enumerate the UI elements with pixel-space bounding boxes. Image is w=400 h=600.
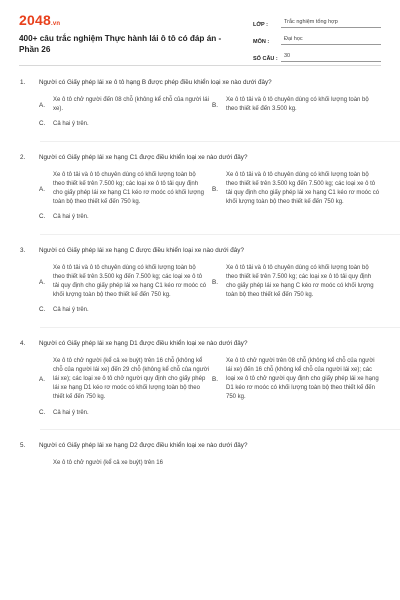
- option-a[interactable]: [39, 357, 209, 403]
- question-item: [0, 78, 400, 142]
- option-text: Xe ô tô tải và ô tô chuyên dùng có khối lượng toàn bộ theo thiết kế trên 3.500 kg đến 7.500 kg; các loại xe ô tô tải quy định cho giấy phép lái xe hạng C1 kéo rơ moóc có khối lượng toàn bộ theo thiết kế đến 750 kg.: [226, 171, 380, 206]
- option-text: Xe ô tô tải và ô tô chuyên dùng có khối lượng toàn bộ theo thiết kế đến 3.500 kg.: [226, 97, 369, 113]
- meta-value: Đại học: [281, 36, 381, 45]
- meta-value: 30: [281, 53, 381, 62]
- meta-label: SỐ CÂU :: [253, 56, 278, 62]
- option-b[interactable]: [212, 171, 382, 208]
- option-text: Xe ô tô tải và ô tô chuyên dùng có khối lượng toàn bộ theo thiết kế trên 7.500 kg; các loại xe ô tô tải quy định cho giấy phép lái xe hạng C1 kéo rơ moóc có khối lượng toàn bộ theo thiết kế đến 750 kg.: [53, 171, 204, 206]
- option-text: Xe ô tô tải và ô tô chuyên dùng có khối lượng toàn bộ theo thiết kế trên 7.500 kg; các loại xe ô tô tải quy định cho giấy phép lái xe hạng C kéo rơ moóc có khối lượng toàn bộ theo thiết kế đến 750 kg.: [226, 264, 374, 299]
- option-letter: B.: [212, 278, 218, 286]
- option-text: Xe ô tô chở người đến 08 chỗ (không kể chỗ của người lái xe).: [53, 97, 209, 113]
- question-item: [0, 441, 400, 468]
- question-number: 1.: [20, 79, 26, 86]
- question-divider: [40, 141, 400, 142]
- question-text: Người có Giấy phép lái xe ô tô hạng B được phép điều khiển loại xe nào dưới đây?: [39, 79, 272, 86]
- option-letter: C.: [39, 120, 46, 128]
- option-text: Cả hai ý trên.: [53, 409, 89, 416]
- option-a[interactable]: [39, 96, 209, 114]
- question-text: Người có Giấy phép lái xe hạng C được điều khiển loại xe nào dưới đây?: [39, 246, 244, 254]
- question-item: [0, 246, 400, 328]
- meta-label: LỚP :: [253, 22, 268, 28]
- option-c[interactable]: [20, 213, 382, 222]
- option-letter: C.: [39, 408, 46, 416]
- document-title: 400+ câu trắc nghiệm Thực hành lái ô tô có đáp án - Phần 26: [19, 34, 222, 54]
- question-number: 2.: [20, 153, 26, 161]
- option-text: Xe ô tô chở người (kể cả xe buýt) trên 16 chỗ (không kể chỗ của người lái xe) đến 29 chỗ (không kể chỗ của người lái xe); các loại xe ô tô chở người quy định cho giấy phép lái xe hạng D1 kéo rơ moóc có khối lượng toàn bộ theo thiết kế đến 750 kg.: [53, 357, 209, 401]
- question-number: 4.: [20, 339, 26, 347]
- option-text: Xe ô tô chở người trên 08 chỗ (không kể chỗ của người lái xe) đến 16 chỗ (không kể chỗ của người lái xe); các loại xe ô tô chở người quy định cho giấy phép lái xe hạng D1 kéo rơ moóc có khối lượng toàn bộ theo thiết kế đến 750 kg.: [226, 357, 379, 401]
- header-divider: [19, 65, 381, 66]
- option-letter: A.: [39, 185, 45, 193]
- meta-value: Trắc nghiệm tổng hợp: [281, 19, 381, 28]
- question-number: 5.: [20, 441, 26, 449]
- question-divider: [40, 429, 400, 430]
- meta-row-count: [253, 48, 381, 62]
- option-text: Xe ô tô tải và ô tô chuyên dùng có khối lượng toàn bộ theo thiết kế trên 3.500 kg đến 7.500 kg; các loại xe ô tô tải quy định cho giấy phép lái xe hạng C1 kéo rơ moóc có khối lượng toàn bộ theo thiết kế đến 750 kg.: [53, 264, 207, 299]
- question-divider: [40, 327, 400, 328]
- question-list: [0, 78, 400, 468]
- meta-label: MÔN :: [253, 39, 270, 45]
- option-letter: C.: [39, 213, 46, 221]
- meta-row-subject: [253, 31, 381, 45]
- option-text: Cả hai ý trên.: [53, 121, 89, 128]
- option-b[interactable]: [212, 357, 382, 403]
- option-b[interactable]: [212, 96, 382, 114]
- question-number: 3.: [20, 246, 26, 254]
- option-a[interactable]: [39, 459, 211, 468]
- question-divider: [40, 234, 400, 235]
- logo-main: 2048: [19, 12, 51, 28]
- question-item: [0, 153, 400, 235]
- option-letter: B.: [212, 101, 218, 109]
- document-meta: [253, 14, 381, 65]
- option-text: Cả hai ý trên.: [53, 307, 89, 314]
- option-c[interactable]: [20, 120, 382, 129]
- option-a[interactable]: [39, 171, 209, 208]
- question-text: Người có Giấy phép lái xe hạng D2 được điều khiển loại xe nào dưới đây?: [39, 441, 248, 449]
- option-text: Cả hai ý trên.: [53, 214, 89, 221]
- option-letter: A.: [39, 278, 45, 286]
- option-letter: A.: [39, 376, 45, 384]
- site-logo[interactable]: [19, 12, 60, 28]
- question-text: Người có Giấy phép lái xe hạng C1 được điều khiển loại xe nào dưới đây?: [39, 153, 248, 161]
- question-text: Người có Giấy phép lái xe hạng D1 được điều khiển loại xe nào dưới đây?: [39, 339, 248, 347]
- option-a[interactable]: [39, 264, 209, 301]
- option-letter: B.: [212, 376, 218, 384]
- option-letter: A.: [39, 101, 45, 109]
- option-c[interactable]: [20, 409, 382, 418]
- option-text: Xe ô tô chở người (kể cả xe buýt) trên 16: [53, 459, 163, 466]
- logo-tld: .vn: [50, 21, 61, 27]
- option-letter: C.: [39, 306, 46, 314]
- option-b[interactable]: [212, 264, 382, 301]
- question-item: [0, 339, 400, 430]
- option-letter: B.: [212, 185, 218, 193]
- meta-row-class: [253, 14, 381, 28]
- option-c[interactable]: [20, 306, 382, 315]
